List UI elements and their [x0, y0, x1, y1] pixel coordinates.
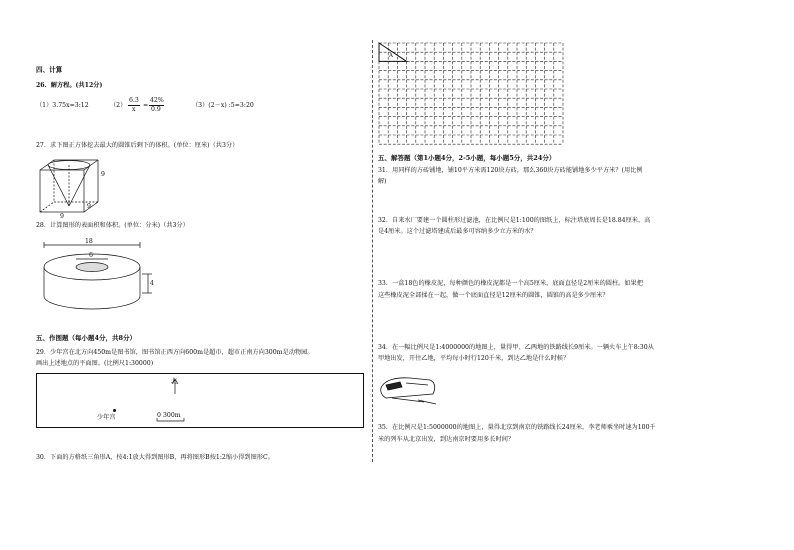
q29-place-label: 少年宫 [97, 414, 116, 421]
q26-equation-1: （1）3.75x=3:12 [36, 102, 89, 109]
q29-north-label: 北 [171, 378, 178, 385]
q27-dim-depth: 9 [87, 203, 91, 210]
q29-drawing-box[interactable] [36, 373, 364, 428]
cube-with-cone-figure [36, 156, 106, 218]
q26-frac2-num: 42% [150, 97, 164, 104]
q29-scale-value: 300m [163, 412, 181, 419]
q27-dim-bottom: 9 [60, 213, 64, 220]
q32-line-1: 32．自来水厂要建一个圆柱形过滤池，在比例尺是1:100的图纸上，标注塔底周长是18.84厘米，高 [378, 217, 651, 224]
q26-frac2-den: 0.9 [151, 106, 161, 113]
q26-equation-2-prefix: （2） [110, 102, 127, 109]
q29-text-1: 29．少年宫在北方向450m是图书馆，图书馆正西方向600m是超市，超市正南方向300m是动物园。 [36, 349, 314, 356]
q31-line-1: 31．用同样的方砖铺地，铺10平方米需120块方砖，那么360块方砖能铺地多少平方米？(用比例 [378, 167, 643, 174]
q28-title: 28．计算图形的表面积和体积。(单位：分米)（共3分） [36, 222, 189, 229]
q33-line-1: 33．一盒18色的橡皮泥，每种颜色的橡皮泥都是一个高5厘米，底面直径是2厘米的圆柱。如果把 [378, 280, 643, 287]
q26-title: 26．解方程。(共12分) [36, 82, 103, 89]
q30-text: 30．下面的方格纸三角形A，按4:1放大得到图形B，再将图形B按1:2缩小得到图形C。 [36, 454, 274, 461]
q29-text-2: 画出上述地点的平面图。(比例尺1:30000) [36, 360, 154, 367]
q34-line-2: 甲地出发，开往乙地，平均每小时行120千米，到达乙地是什么时候？ [378, 355, 570, 362]
hollow-cylinder-figure [36, 236, 166, 311]
youth-palace-dot [113, 409, 116, 412]
q34-line-1: 34．在一幅比例尺是1:4000000的地图上，量得甲、乙两地的铁路线长9厘米。一辆火车上午8:30从 [378, 344, 654, 351]
q35-line-1: 35．在比例尺是1:5000000的地图上，量得北京到南京的铁路线长24厘米，李老师乘坐时速为100千 [378, 424, 656, 431]
q28-dim-height: 4 [150, 280, 154, 287]
q32-line-2: 是4厘米。这个过滤塔建成后最多可容纳多少立方米的水？ [378, 228, 537, 235]
q26-eq-sign: = [143, 102, 149, 109]
q31-line-2: 解) [378, 178, 387, 185]
q26-frac1-num: 6.3 [129, 97, 139, 104]
q27-title: 27．求下图正方体挖去最大的圆锥后剩下的体积。(单位：厘米)（共3分） [36, 142, 239, 149]
column-divider [372, 40, 373, 462]
q27-dim-right: 9 [101, 171, 105, 178]
section4-title: 四、计算 [36, 66, 63, 74]
q29-scale-zero: 0 [157, 412, 161, 419]
q26-equation-3: （3）(2－x) :5=3:20 [192, 102, 254, 109]
q29-scale-bar [156, 417, 186, 423]
square-grid-paper[interactable] [378, 42, 564, 146]
section6-title: 五、解答题（第1小题4分，2-5小题，每小题5分，共24分） [378, 154, 556, 162]
train-icon [378, 374, 440, 406]
q26-frac1-den: x [132, 106, 136, 113]
triangle-a-label: A [389, 53, 393, 59]
q28-dim-outer: 18 [85, 238, 93, 245]
q33-line-2: 这些橡皮泥全部揉在一起，做一个底面直径是12厘米的圆锥，圆锥的高是多少厘米？ [378, 292, 609, 299]
q28-dim-inner: 6 [89, 252, 93, 259]
q35-line-2: 米的列车从北京出发，到达南京时要用多长时间？ [378, 436, 515, 443]
section5-title: 五、作图题（每小题4分，共8分） [36, 334, 137, 342]
